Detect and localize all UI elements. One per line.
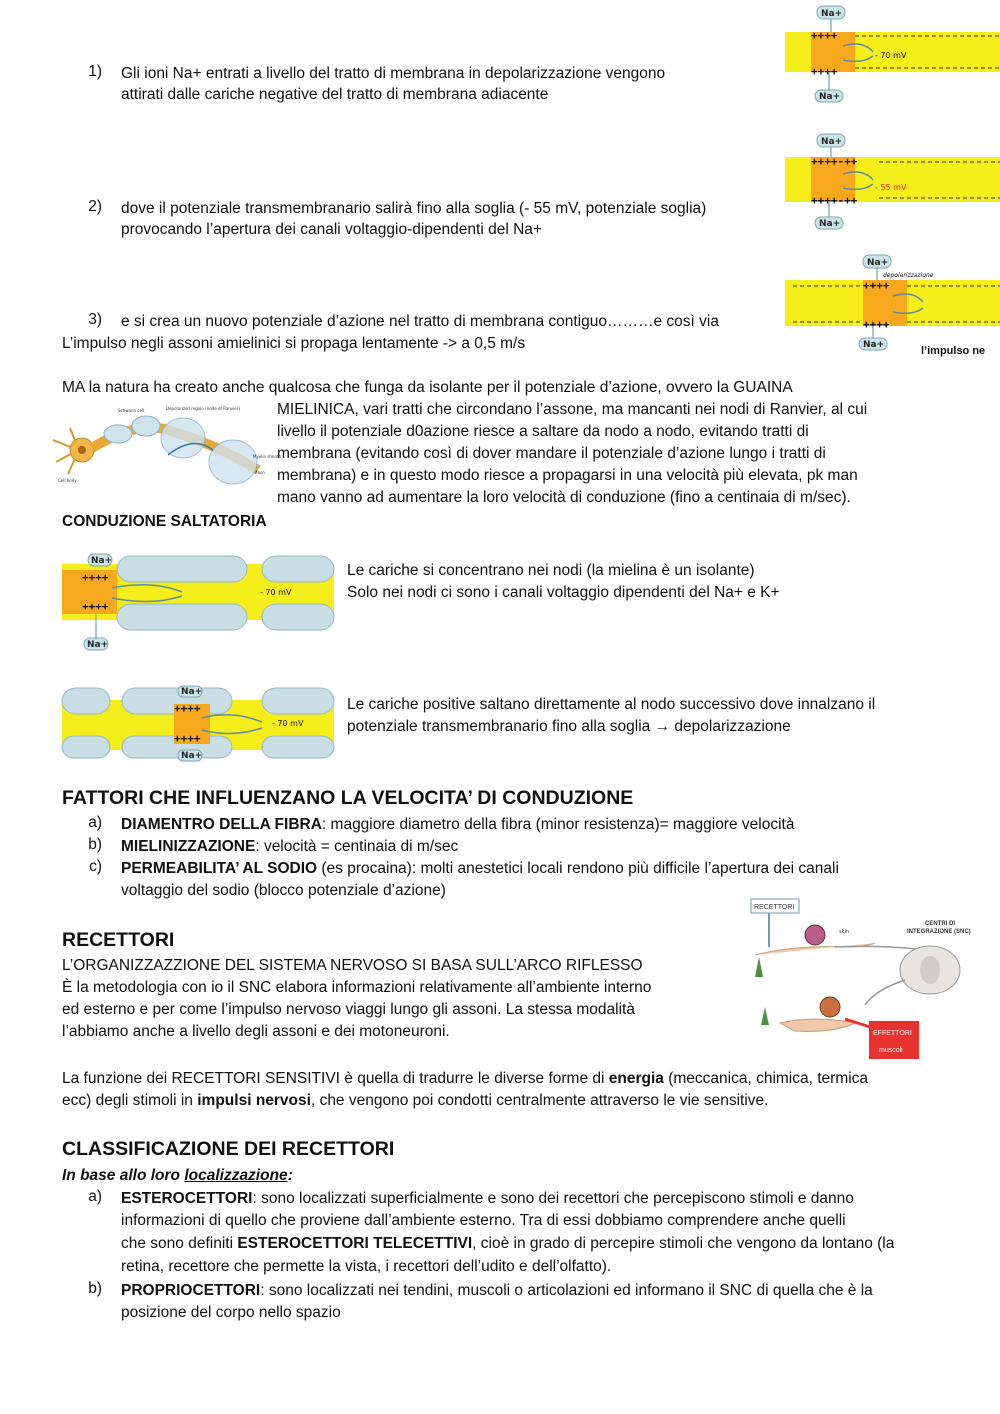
item-3-number: 3) [88,311,102,328]
fattore-b: MIELINIZZAZIONE: velocità = centinaia di m/sec [121,838,459,855]
recettori-line-1: L’ORGANIZZAZZIONE DEL SISTEMA NERVOSO SI BASA SULL’ARCO RIFLESSO [62,957,643,974]
saltatoria-1-line-1: Le cariche si concentrano nei nodi (la mielina è un isolante) [347,562,755,579]
classe-a-line-1: ESTEROCETTORI: sono localizzati superficialmente e sono dei recettori che percepiscono stimoli e danno [121,1190,854,1207]
classe-a-line-3: che sono definiti ESTEROCETTORI TELECETTIVI, cioè in grado di percepire stimoli che vengono da lontano (la [121,1235,895,1252]
svg-text:Na+: Na+ [821,137,843,147]
reflex-arc-figure [735,895,985,1065]
svg-text:- 70 mV: - 70 mV [260,588,292,597]
label-effettori: EFFETTORI [873,1030,912,1037]
svg-text:depolarizzazione: depolarizzazione [883,272,934,279]
mielina-line-4: membrana (evitando così di dover mandare il potenziale d’azione lungo i tratti di [277,445,826,462]
recettori-line-4: l’abbiamo anche a livello degli assoni e dei motoneuroni. [62,1023,450,1040]
label-minus55: - 55 mV [875,183,907,192]
svg-text:++++-++: ++++-++ [811,155,858,168]
fattore-b-number: b) [88,836,102,853]
membrane-figure-3 [783,252,1000,358]
fattore-c-number: c) [89,858,102,875]
classe-a-number: a) [88,1188,102,1205]
saltatoria-1-line-2: Solo nei nodi ci sono i canali voltaggio dipendenti del Na+ e K+ [347,584,780,601]
svg-text:Depolarized region (node of Ra: Depolarized region (node of Ranvier) [166,406,240,411]
svg-text:++++: ++++ [174,702,201,715]
svg-text:Na+: Na+ [867,258,889,268]
svg-text:++++: ++++ [174,732,201,745]
svg-text:Na+: Na+ [181,751,203,761]
mielina-line-3: livello il potenziale d0azione riesce a saltare da nodo a nodo, evitando tratti di [277,423,809,440]
recettori-line-2: È la metodologia con io il SNC elabora informazioni relativamente all’ambiente interno [62,979,652,996]
svg-text:- 70 mV: - 70 mV [272,719,304,728]
svg-text:++++: ++++ [82,600,109,613]
fattore-a: DIAMENTRO DELLA FIBRA: maggiore diametro della fibra (minor resistenza)= maggiore velocità [121,816,795,833]
svg-text:skin: skin [839,929,850,935]
svg-text:Na+: Na+ [819,92,841,102]
svg-text:++++: ++++ [811,29,838,42]
saltatory-figure-1 [62,552,334,652]
mielina-line-6: mano vanno ad aumentare la loro velocità di conduzione (fino a centinaia di m/sec). [277,489,851,506]
label-impulso: l’impulso ne [921,345,986,357]
label-recettori: RECETTORI [754,904,795,911]
myelinated-neuron-figure [48,400,281,500]
saltatory-figure-2 [62,686,334,762]
localizzazione-subheading: In base allo loro localizzazione: [62,1167,293,1184]
classe-b-line-2: posizione del corpo nello spazio [121,1304,341,1321]
saltatoria-2-line-1: Le cariche positive saltano direttamente al nodo successivo dove innalzano il [347,696,876,713]
svg-text:Na+: Na+ [819,219,841,229]
svg-text:Na+: Na+ [91,556,113,566]
fattore-a-number: a) [88,814,102,831]
recettori-heading: RECETTORI [62,929,175,951]
svg-text:Cell body: Cell body [58,478,77,483]
svg-text:Na+: Na+ [821,9,843,19]
conduzione-saltatoria-heading: CONDUZIONE SALTATORIA [62,513,267,530]
label-minus70: - 70 mV [875,51,907,60]
fattori-heading: FATTORI CHE INFLUENZANO LA VELOCITA’ DI CONDUZIONE [62,787,634,809]
svg-text:++++: ++++ [82,571,109,584]
mielina-line-2: MIELINICA, vari tratti che circondano l’assone, ma mancanti nei nodi di Ranvier, al cui [277,401,868,418]
amielinici-text: L’impulso negli assoni amielinici si propaga lentamente -> a 0,5 m/s [62,335,526,352]
saltatoria-2-line-2: potenziale transmembranario fino alla soglia → depolarizzazione [347,718,791,735]
item-1-number: 1) [88,63,102,80]
funzione-line-2: ecc) degli stimoli in impulsi nervosi, che vengono poi condotti centralmente attraverso le vie sensitive. [62,1092,769,1109]
funzione-line-1: La funzione dei RECETTORI SENSITIVI è quella di tradurre le diverse forme di energia (meccanica, chimica, termica [62,1070,869,1087]
svg-text:INTEGRAZIONE (SNC): INTEGRAZIONE (SNC) [907,929,971,935]
svg-text:Na+: Na+ [87,640,109,650]
classe-a-line-4: retina, recettore che permette la vista, i recettori dell’udito e dell’olfatto). [121,1258,612,1275]
svg-text:++++: ++++ [863,279,890,292]
mielina-line-5: membrana) e in questo modo riesce a propagarsi in una velocità più elevata, pk man [277,467,858,484]
svg-text:Schwann cell: Schwann cell [118,408,145,413]
svg-text:Na+: Na+ [863,340,885,350]
svg-text:Axon: Axon [255,470,265,475]
classe-b-line-1: PROPRIOCETTORI: sono localizzati nei tendini, muscoli o articolazioni ed informano il SNC di quella che è la [121,1282,873,1299]
mielina-line-1: MA la natura ha creato anche qualcosa che funga da isolante per il potenziale d’azione, ovvero la GUAINA [62,379,793,396]
recettori-line-3: ed esterno e per come l’impulso nervoso viaggi lungo gli assoni. La stessa modalità [62,1001,635,1018]
svg-text:CENTRI DI: CENTRI DI [925,921,955,927]
svg-text:Myelin sheath: Myelin sheath [253,454,281,459]
item-1-line-1: Gli ioni Na+ entrati a livello del tratto di membrana in depolarizzazione vengono [121,65,666,82]
membrane-figure-1 [783,2,1000,102]
classificazione-heading: CLASSIFICAZIONE DEI RECETTORI [62,1138,395,1160]
svg-text:Na+: Na+ [181,687,203,697]
item-2-line-2: provocando l’apertura dei canali voltaggio-dipendenti del Na+ [121,221,542,238]
classe-a-line-2: informazioni di quello che proviene dall’ambiente esterno. Tra di essi dobbiamo comprendere anche quelli [121,1212,846,1229]
item-2-line-1: dove il potenziale transmembranario salirà fino alla soglia (- 55 mV, potenziale soglia) [121,200,707,217]
fattore-c: PERMEABILITA’ AL SODIO (es procaina): molti anestetici locali rendono più difficile l’apertura dei canali [121,860,839,877]
fattore-c-line-2: voltaggio del sodio (blocco potenziale d’azione) [121,882,446,899]
svg-text:++++: ++++ [811,65,838,78]
item-3-line-1: e si crea un nuovo potenziale d’azione nel tratto di membrana contiguo………e così via [121,313,719,330]
item-1-line-2: attirati dalle cariche negative del tratto di membrana adiacente [121,86,549,103]
svg-text:++++-++: ++++-++ [811,194,858,207]
membrane-figure-2 [783,132,1000,232]
svg-text:++++: ++++ [863,318,890,331]
classe-b-number: b) [88,1280,102,1297]
item-2-number: 2) [88,198,102,215]
label-muscoli: muscoli [879,1047,903,1054]
